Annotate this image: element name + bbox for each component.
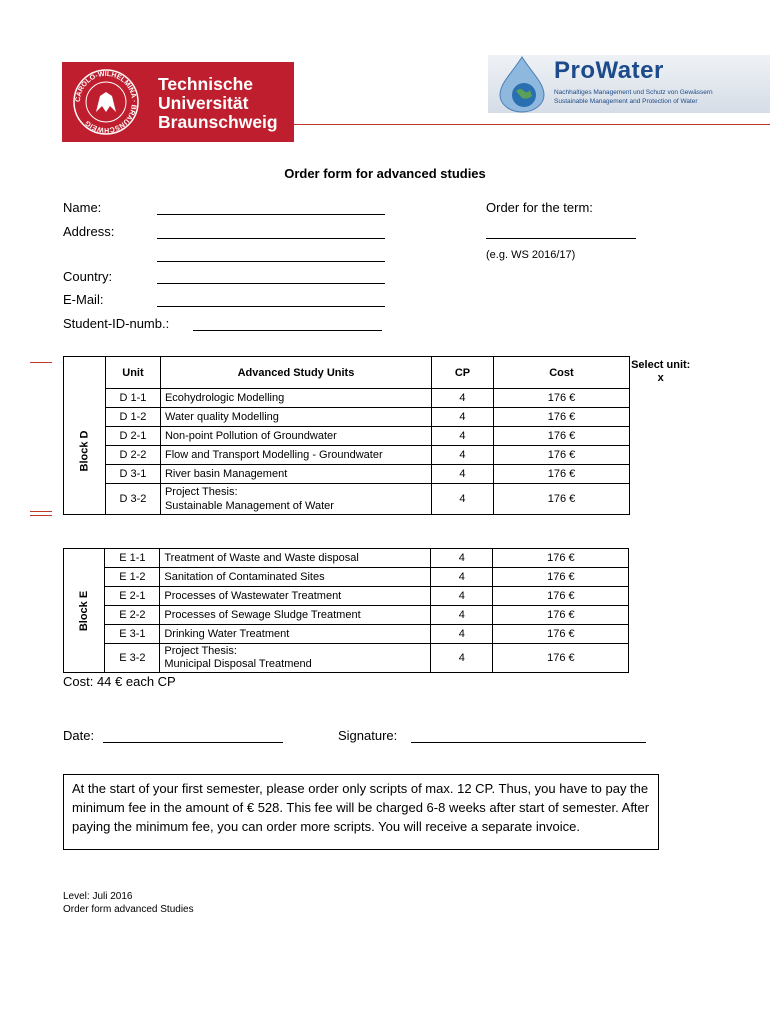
unit-code: E 1-2 <box>105 568 160 587</box>
select-cell[interactable] <box>629 484 691 515</box>
tu-line2: Universität <box>158 93 249 113</box>
table-row <box>64 549 691 568</box>
term-example: (e.g. WS 2016/17) <box>486 249 576 261</box>
unit-cp: 4 <box>431 587 493 606</box>
header-unit: Unit <box>105 357 160 389</box>
address-label: Address: <box>63 224 115 239</box>
block-e-label: Block E <box>78 590 91 631</box>
select-cell[interactable] <box>629 587 691 606</box>
table-row <box>64 446 692 465</box>
unit-title: Processes of Sewage Sludge Treatment <box>160 606 431 625</box>
tu-braunschweig-logo <box>62 62 294 142</box>
term-label: Order for the term: <box>486 200 593 215</box>
unit-cost: 176 € <box>493 427 629 446</box>
block-e-table <box>63 548 691 673</box>
unit-cost: 176 € <box>493 446 629 465</box>
unit-code: D 3-2 <box>105 484 160 515</box>
unit-cost: 176 € <box>493 644 629 673</box>
margin-mark <box>30 511 52 512</box>
block-cell-header <box>64 357 106 389</box>
unit-code: E 2-2 <box>105 606 160 625</box>
block-d-label: Block D <box>78 430 91 472</box>
tu-line1: Technische <box>158 74 253 94</box>
unit-title: River basin Management <box>160 465 431 484</box>
info-note-box: At the start of your first semester, please order only scripts of max. 12 CP. Thus, you have to pay the minimum fee in the amount of € 528. This fee will be charged 6-8 weeks after start of semester. After paying the minimum fee, you can order more scripts. You will receive a separate invoice. <box>63 774 659 850</box>
unit-cp: 4 <box>431 625 493 644</box>
select-cell[interactable] <box>629 625 691 644</box>
unit-title-line2: Municipal Disposal Treatmend <box>164 658 312 670</box>
unit-cp: 4 <box>431 606 493 625</box>
name-label: Name: <box>63 200 102 215</box>
table-row <box>64 644 691 673</box>
unit-title: Processes of Wastewater Treatment <box>160 587 431 606</box>
student-id-label: Student-ID-numb.: <box>63 316 170 331</box>
address-field-line2[interactable] <box>157 261 385 262</box>
unit-title <box>160 644 431 673</box>
margin-mark <box>30 362 52 363</box>
table-header-row <box>64 357 692 389</box>
select-cell[interactable] <box>629 408 691 427</box>
unit-code: E 3-1 <box>105 625 160 644</box>
header-cost: Cost <box>493 357 629 389</box>
unit-cost: 176 € <box>493 625 629 644</box>
form-title: Order form for advanced studies <box>284 166 486 181</box>
unit-cost: 176 € <box>493 549 629 568</box>
table-row <box>64 484 692 515</box>
prowater-title: ProWater <box>554 57 664 84</box>
date-field[interactable] <box>103 742 283 743</box>
unit-code: D 2-1 <box>105 427 160 446</box>
tu-seal-icon <box>72 68 140 136</box>
unit-title: Treatment of Waste and Waste disposal <box>160 549 431 568</box>
unit-cost: 176 € <box>493 606 629 625</box>
address-field-line1[interactable] <box>157 238 385 239</box>
table-row <box>64 625 691 644</box>
header-select-unit: Select unit: x <box>629 357 691 389</box>
block-d-table <box>63 356 691 515</box>
unit-cp: 4 <box>431 427 493 446</box>
student-id-field[interactable] <box>193 330 382 331</box>
select-cell[interactable] <box>629 446 691 465</box>
unit-code: D 3-1 <box>105 465 160 484</box>
unit-title: Sanitation of Contaminated Sites <box>160 568 431 587</box>
cost-per-cp: Cost: 44 € each CP <box>63 674 176 689</box>
header-rule <box>294 124 770 125</box>
block-e-label-cell <box>64 549 105 673</box>
unit-cp: 4 <box>431 644 493 673</box>
tu-seal-text: CAROLO-WILHELMINA · BRAUNSCHWEIG <box>74 70 138 134</box>
unit-code: E 3-2 <box>105 644 160 673</box>
term-field[interactable] <box>486 238 636 239</box>
tu-wordmark <box>158 75 278 132</box>
footer-doc-name: Order form advanced Studies <box>63 904 194 915</box>
select-cell[interactable] <box>629 568 691 587</box>
unit-title: Ecohydrologic Modelling <box>160 389 431 408</box>
unit-title: Non-point Pollution of Groundwater <box>160 427 431 446</box>
prowater-subtitle-de: Nachhaltiges Management und Schutz von Gewässern <box>554 89 713 96</box>
header-cp: CP <box>431 357 493 389</box>
footer-level: Level: Juli 2016 <box>63 891 133 902</box>
unit-cost: 176 € <box>493 389 629 408</box>
unit-code: D 1-1 <box>105 389 160 408</box>
unit-cp: 4 <box>431 389 493 408</box>
unit-title: Water quality Modelling <box>160 408 431 427</box>
unit-cp: 4 <box>431 446 493 465</box>
table-row <box>64 568 691 587</box>
signature-label: Signature: <box>338 728 398 743</box>
water-drop-globe-icon <box>492 55 554 113</box>
unit-code: E 1-1 <box>105 549 160 568</box>
unit-title <box>160 484 431 515</box>
country-field[interactable] <box>157 283 385 284</box>
margin-mark <box>30 515 52 516</box>
unit-cost: 176 € <box>493 465 629 484</box>
unit-code: D 1-2 <box>105 408 160 427</box>
unit-cost: 176 € <box>493 484 629 515</box>
unit-cost: 176 € <box>493 587 629 606</box>
name-field[interactable] <box>157 214 385 215</box>
unit-title-line1: Project Thesis: <box>164 486 238 498</box>
table-row <box>64 465 692 484</box>
country-label: Country: <box>63 269 113 284</box>
email-label: E-Mail: <box>63 292 104 307</box>
table-row <box>64 427 692 446</box>
email-field[interactable] <box>157 306 385 307</box>
select-cell[interactable] <box>629 644 691 673</box>
table-row <box>64 606 691 625</box>
unit-cp: 4 <box>431 549 493 568</box>
header-advanced-study-units: Advanced Study Units <box>160 357 431 389</box>
prowater-subtitle-en: Sustainable Management and Protection of Water <box>554 98 698 105</box>
signature-field[interactable] <box>411 742 646 743</box>
date-label: Date: <box>63 728 95 743</box>
unit-title-line1: Project Thesis: <box>164 645 237 657</box>
unit-title-line2: Sustainable Management of Water <box>164 500 334 512</box>
unit-title: Flow and Transport Modelling - Groundwater <box>160 446 431 465</box>
table-row <box>64 587 691 606</box>
unit-title: Drinking Water Treatment <box>160 625 431 644</box>
unit-cp: 4 <box>431 568 493 587</box>
select-cell[interactable] <box>629 549 691 568</box>
unit-cost: 176 € <box>493 568 629 587</box>
select-cell[interactable] <box>629 389 691 408</box>
select-cell[interactable] <box>629 427 691 446</box>
table-row <box>64 408 692 427</box>
unit-cp: 4 <box>431 465 493 484</box>
unit-cost: 176 € <box>493 408 629 427</box>
unit-cp: 4 <box>431 484 493 515</box>
unit-cp: 4 <box>431 408 493 427</box>
block-d-label-cell <box>64 389 106 515</box>
tu-line3: Braunschweig <box>158 112 278 132</box>
select-cell[interactable] <box>629 606 691 625</box>
select-cell[interactable] <box>629 465 691 484</box>
table-row <box>64 389 692 408</box>
unit-code: D 2-2 <box>105 446 160 465</box>
unit-code: E 2-1 <box>105 587 160 606</box>
prowater-logo <box>488 55 770 113</box>
